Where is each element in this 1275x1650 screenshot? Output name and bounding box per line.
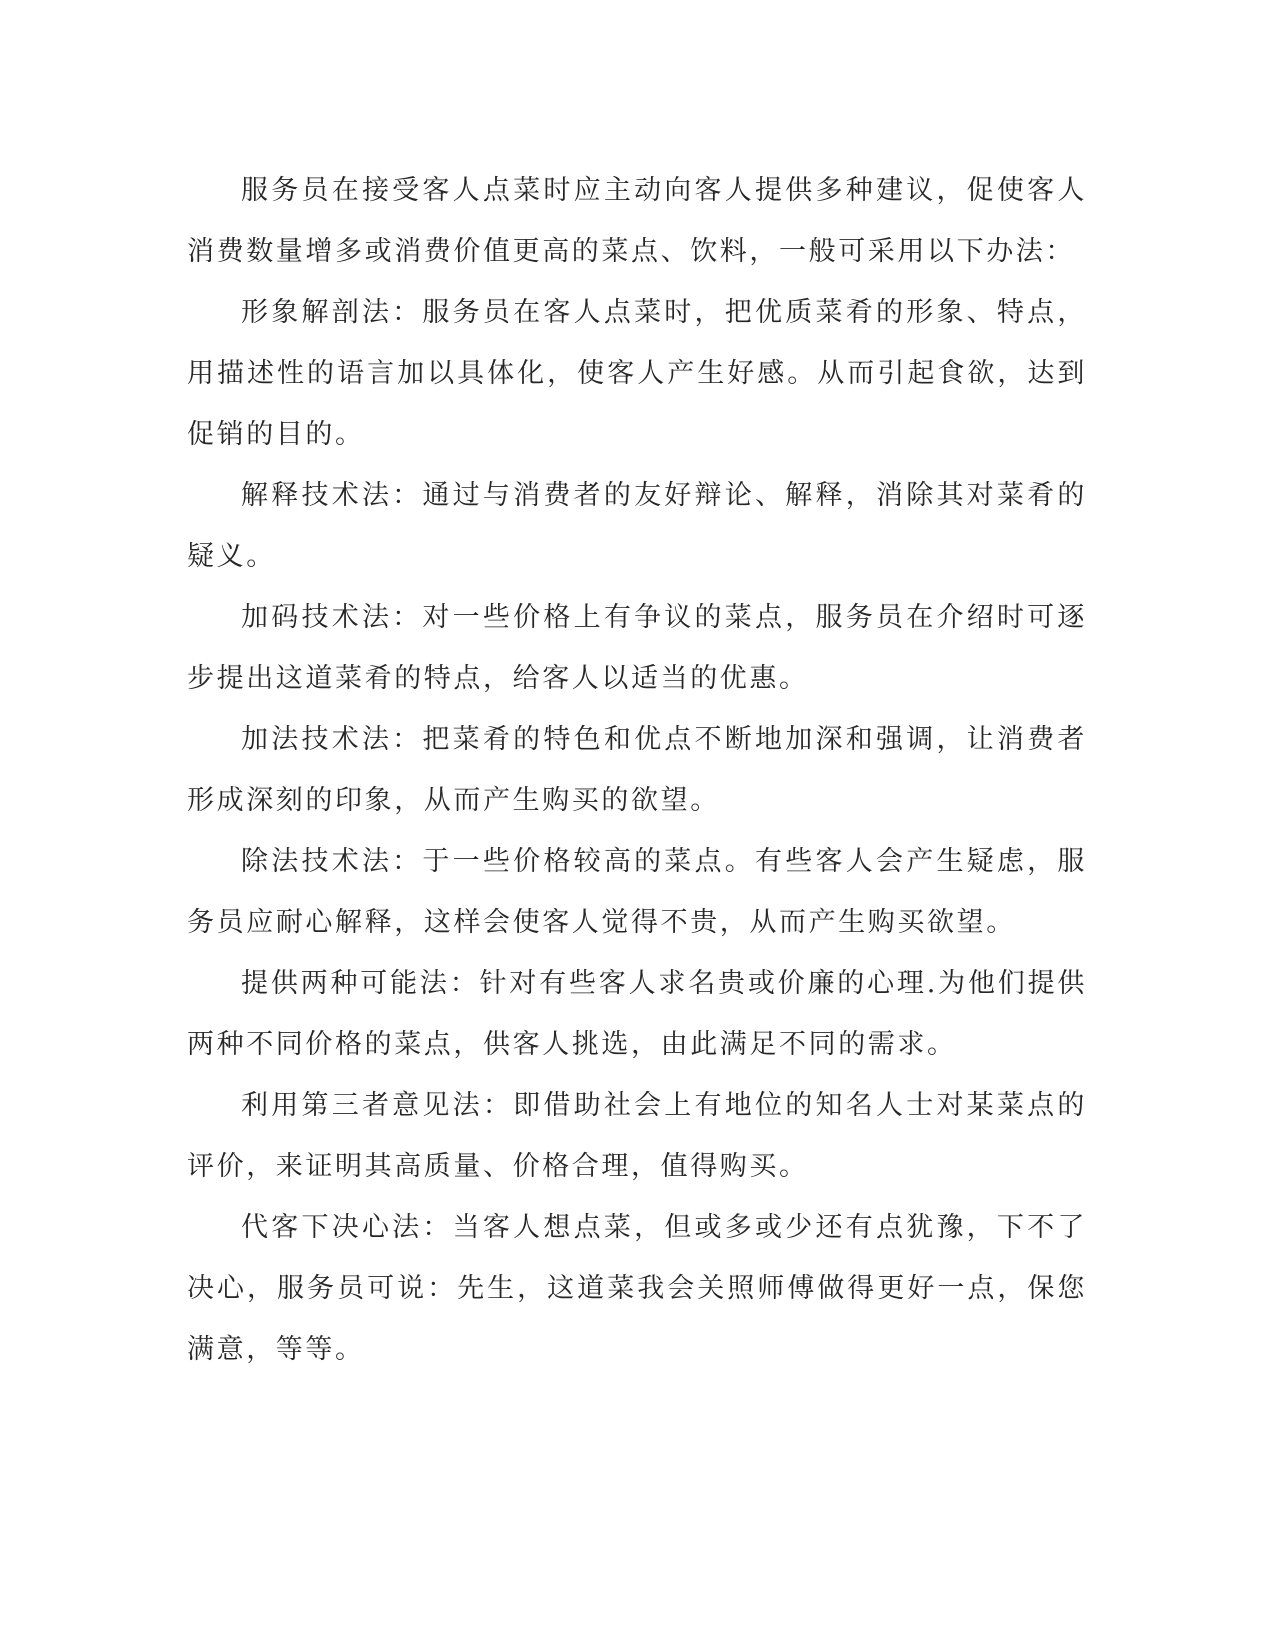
paragraph-division-method: 除法技术法：于一些价格较高的菜点。有些客人会产生疑虑，服务员应耐心解释，这样会使客人觉得不贵，从而产生购买欲望。: [187, 846, 1087, 938]
paragraph-explanation-method: 解释技术法：通过与消费者的友好辩论、解释，消除其对菜肴的疑义。: [187, 480, 1087, 572]
paragraph-intro: 服务员在接受客人点菜时应主动向客人提供多种建议，促使客人消费数量增多或消费价值更高的菜点、饮料，一般可采用以下办法：: [187, 175, 1087, 267]
paragraph-bonus-method: 加码技术法：对一些价格上有争议的菜点，服务员在介绍时可逐步提出这道菜肴的特点，给客人以适当的优惠。: [187, 602, 1087, 694]
document-body: [187, 160, 1087, 1380]
paragraph-addition-method: 加法技术法：把菜肴的特色和优点不断地加深和强调，让消费者形成深刻的印象，从而产生购买的欲望。: [187, 724, 1087, 816]
paragraph-decide-for-guest-method: 代客下决心法：当客人想点菜，但或多或少还有点犹豫，下不了决心，服务员可说：先生，这道菜我会关照师傅做得更好一点，保您满意，等等。: [187, 1212, 1087, 1365]
paragraph-third-party-method: 利用第三者意见法：即借助社会上有地位的知名人士对某菜点的评价，来证明其高质量、价格合理，值得购买。: [187, 1090, 1087, 1182]
paragraph-two-options-method: 提供两种可能法：针对有些客人求名贵或价廉的心理.为他们提供两种不同价格的菜点，供客人挑选，由此满足不同的需求。: [187, 968, 1087, 1060]
paragraph-image-dissection-method: 形象解剖法：服务员在客人点菜时，把优质菜肴的形象、特点，用描述性的语言加以具体化，使客人产生好感。从而引起食欲，达到促销的目的。: [187, 297, 1087, 450]
